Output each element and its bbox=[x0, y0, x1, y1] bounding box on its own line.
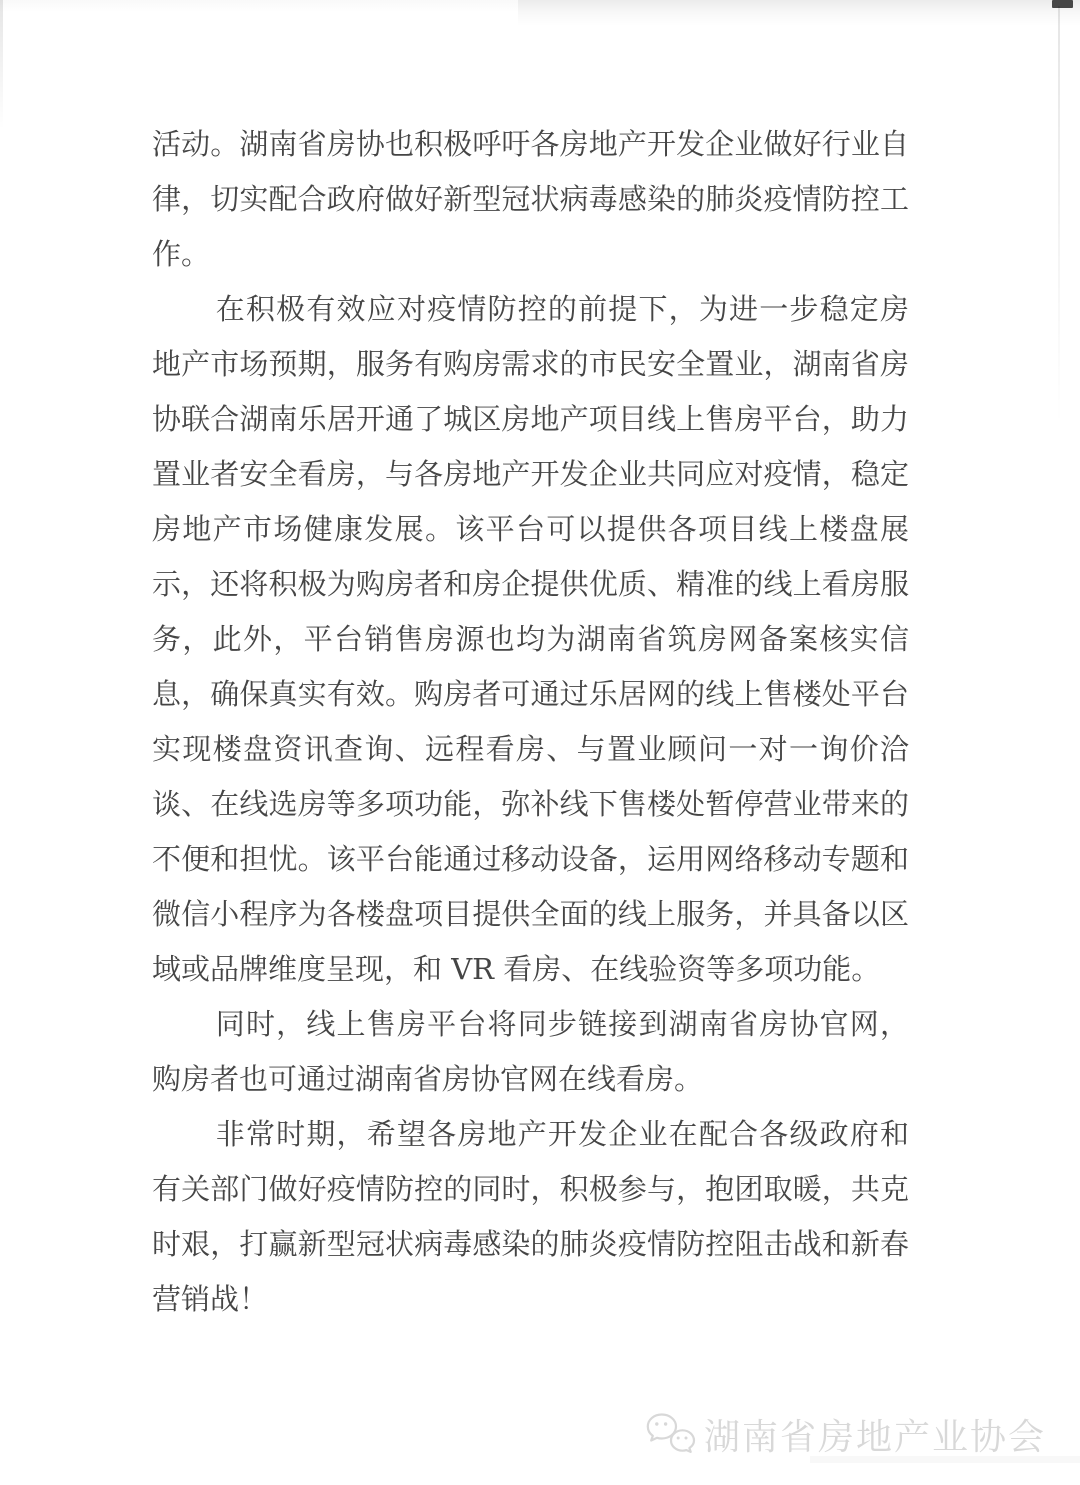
scan-artifact-top-smudge bbox=[0, 0, 1080, 12]
association-watermark bbox=[644, 1409, 1046, 1460]
scan-artifact-corner-mark bbox=[1052, 0, 1073, 8]
wechat-chat-bubbles-icon bbox=[644, 1410, 698, 1460]
body-paragraph: 同时，线上售房平台将同步链接到湖南省房协官网，购房者也可通过湖南省房协官网在线看房。 bbox=[152, 1007, 909, 1096]
document-body bbox=[152, 117, 909, 1327]
scan-artifact-left-edge bbox=[0, 0, 3, 130]
body-paragraph: 非常时期，希望各房地产开发企业在配合各级政府和有关部门做好疫情防控的同时，积极参与，抱团取暖，共克时艰，打赢新型冠状病毒感染的肺炎疫情防控阻击战和新春营销战！ bbox=[152, 1117, 909, 1316]
body-paragraph: 活动。湖南省房协也积极呼吁各房地产开发企业做好行业自律，切实配合政府做好新型冠状病毒感染的肺炎疫情防控工作。 bbox=[152, 127, 909, 271]
body-paragraph: 在积极有效应对疫情防控的前提下，为进一步稳定房地产市场预期，服务有购房需求的市民安全置业，湖南省房协联合湖南乐居开通了城区房地产项目线上售房平台，助力置业者安全看房，与各房地产开发企业共同应对疫情，稳定房地产市场健康发展。该平台可以提供各项目线上楼盘展示，还将积极为购房者和房企提供优质、精准的线上看房服务，此外，平台销售房源也均为湖南省筑房网备案核实信息，确保真实有效。购房者可通过乐居网的线上售楼处平台实现楼盘资讯查询、远程看房、与置业顾问一对一询价洽谈、在线选房等多项功能，弥补线下售楼处暂停营业带来的不便和担忧。该平台能通过移动设备，运用网络移动专题和微信小程序为各楼盘项目提供全面的线上服务，并具备以区域或品牌维度呈现，和 VR 看房、在线验资等多项功能。 bbox=[152, 292, 909, 986]
watermark-label: 湖南省房地产业协会 bbox=[703, 1417, 1046, 1458]
scan-artifact-right-line bbox=[1058, 6, 1060, 426]
scan-artifact-top-right-smudge bbox=[518, 0, 1080, 26]
